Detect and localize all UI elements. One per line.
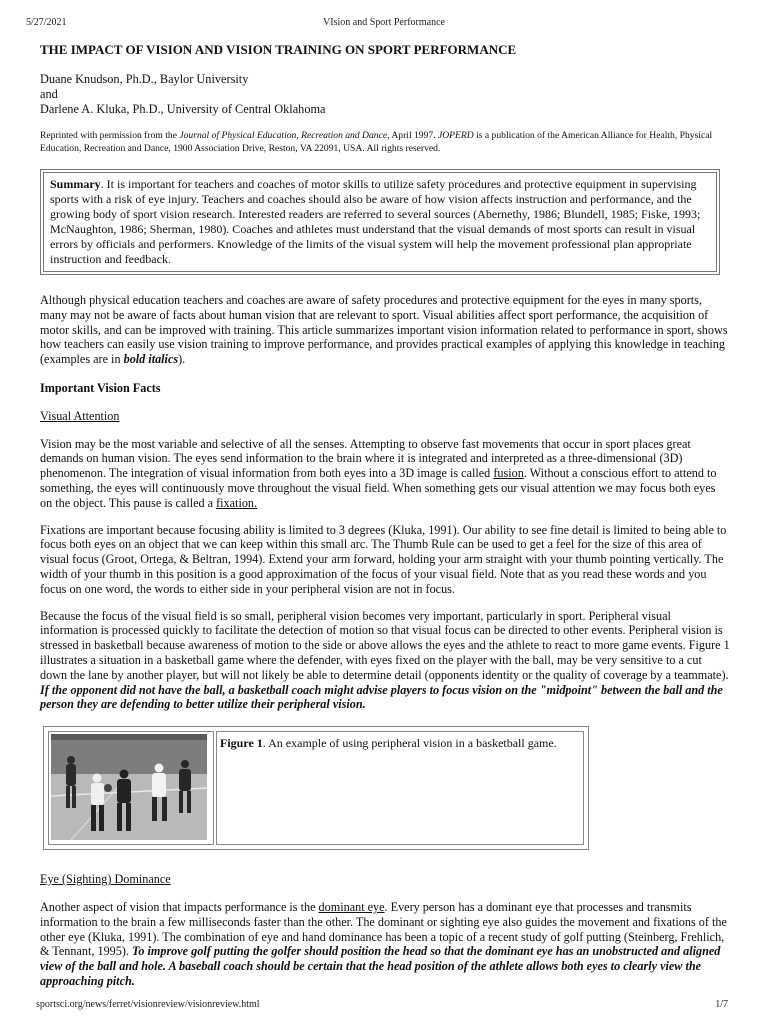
reprint-abbr: JOPERD — [438, 130, 474, 141]
author-conjunction: and — [40, 87, 58, 101]
intro-end: ). — [178, 352, 186, 367]
p4-text-a: Another aspect of vision that impacts performance is the — [40, 899, 319, 914]
p4-coaching-tip: To improve golf putting the golfer should position the head so that the dominant eye has an unobstructed and aligned view of the ball and hole. A baseball coach should be certain that the head position of the athlete allows both eyes to clearly view the approaching pitch. — [40, 944, 721, 988]
paragraph-fixations: Fixations are important because focusing ability is limited to 3 degrees (Kluka, 1991). Our ability to see fine detail is limited to being able to focus both eyes on an object that we can keep within this small arc. The Thumb Rule can be used to get a feel for the size of this area of visual focus (Groot, Ortega, & Beltran, 1994). Extend your arm forward, holding your arm straight with your thumb pointing vertically. The width of your thumb in this position is a good approximation of the focus of your visual field. Note that as you read these words and you focus on one word, the words to either side in your peripheral vision are not in focus. — [40, 522, 727, 596]
article-title: THE IMPACT OF VISION AND VISION TRAINING ON SPORT PERFORMANCE — [40, 42, 517, 57]
figure-label: Figure 1 — [220, 736, 263, 751]
author-block — [40, 72, 730, 117]
figure-caption — [216, 731, 584, 845]
paragraph-vision-variable — [40, 437, 730, 511]
basketball-scene-icon — [51, 734, 207, 840]
p3-text: Because the focus of the visual field is so small, peripheral vision becomes very important, particularly in sport. Peripheral visual information is processed quickly to facilitate the detection of motion so that visual focus can be directed to other events. Peripheral vision is stressed in basketball because awareness of motion to the side or above allows the eyes and the athlete to react to more game events. Figure 1 illustrates a situation in a basketball game where the defender, with eyes fixed on the player with the ball, may be very sensitive to a cut down the lane by another player, but will not likely be able to determine detail (opponents identity or the quality of coverage by a teammate). — [40, 608, 730, 682]
subsection-eye-dominance: Eye (Sighting) Dominance — [40, 872, 171, 887]
article-body — [40, 40, 730, 1001]
author-2: Darlene A. Kluka, Ph.D., University of Central Oklahoma — [40, 102, 326, 116]
basketball-photo — [51, 734, 207, 840]
figure-1 — [43, 726, 589, 850]
page-number: 1/7 — [715, 999, 728, 1010]
reprint-notice — [40, 129, 730, 155]
p1-text-b: . Without a conscious effort to attend to something, the eyes will continuously move throughout the visual field. When something gets our visual attention we may focus both eyes on the object. This pause is called a — [40, 466, 717, 510]
summary-body: . It is important for teachers and coaches of motor skills to utilize safety procedures and protective equipment in supervising sports with a risk of eye injury. Teachers and coaches should also be aware of how vision affects instruction and performance, and the growing body of sport vision research. Interested readers are referred to several sources (Abernethy, 1986; Blundell, 1985; Fiske, 1993; McNaughton, 1986; Sherman, 1980). Coaches and athletes must understand that the visual demands of most sports can result in visual errors by officials and performers. Knowledge of the limits of the visual system will help the movement professional plan appropriate instruction and feedback. — [50, 177, 701, 266]
paragraph-peripheral — [40, 609, 730, 713]
term-dominant-eye: dominant eye — [318, 899, 385, 914]
intro-paragraph — [40, 293, 730, 367]
section-heading: Important Vision Facts — [40, 380, 161, 395]
figure-caption-text: . An example of using peripheral vision in a basketball game. — [262, 736, 557, 751]
subsection-visual-attention: Visual Attention — [40, 408, 120, 423]
p1-text-a: Vision may be the most variable and selective of all the senses. Attempting to observe fast movements that occur in sport places great demands on human vision. The eyes send information to the brain where it is integrated and interpreted as a three-dimensional (3D) phenomenon. The integration of visual information from both eyes into a 3D image is called — [40, 436, 691, 481]
author-1: Duane Knudson, Ph.D., Baylor University — [40, 72, 249, 86]
summary-text — [43, 172, 717, 272]
p3-coaching-tip: If the opponent did not have the ball, a basketball coach might advise players to focus vision on the "midpoint" between the ball and the person they are defending to better utilize their peripheral vision. — [40, 682, 723, 712]
paragraph-dominant-eye — [40, 900, 730, 989]
p4-text-b: . Every person has a dominant eye that processes and transmits information to the brain a few milliseconds faster than the other. The dominant or sighting eye also guides the movement and fixations of the other eye (Kluka, 1991). The combination of eye and hand dominance has been a topic of a recent study of golf putting (Steinberg, Frehlich, & Tennant, 1995). — [40, 899, 727, 959]
page-url: sportsci.org/news/ferret/visionreview/visionreview.html — [36, 999, 260, 1010]
term-fusion: fusion — [493, 466, 524, 481]
print-header — [0, 17, 768, 31]
reprint-journal: Journal of Physical Education, Recreation and Dance — [179, 130, 388, 141]
reprint-post: is a publication of the American Alliance for Health, Physical Education, Recreation and Dance, 1900 Association Drive, Reston, VA 22091, USA. All rights reserved. — [40, 130, 713, 154]
reprint-pre: Reprinted with permission from the — [40, 130, 180, 141]
reprint-mid: , April 1997. — [387, 130, 438, 141]
figure-image-cell — [48, 731, 214, 845]
intro-emphasis: bold italics — [123, 352, 179, 367]
summary-label: Summary — [50, 177, 101, 191]
intro-text: Although physical education teachers and coaches are aware of safety procedures and protective equipment for the eyes in many sports, many may not be aware of facts about human vision that are relevant to sport. Visual abilities affect sport performance, the acquisition of motor skills, and can be improved with training. This article summarizes important vision information related to performance in sport, shows how teachers can easily use vision training to improve performance, and provides practical examples of applying this knowledge in teaching (examples are in — [40, 293, 728, 367]
summary-box — [40, 169, 720, 275]
term-fixation: fixation. — [216, 495, 258, 510]
print-page-title: VIsion and Sport Performance — [323, 17, 445, 28]
print-date: 5/27/2021 — [26, 17, 67, 28]
